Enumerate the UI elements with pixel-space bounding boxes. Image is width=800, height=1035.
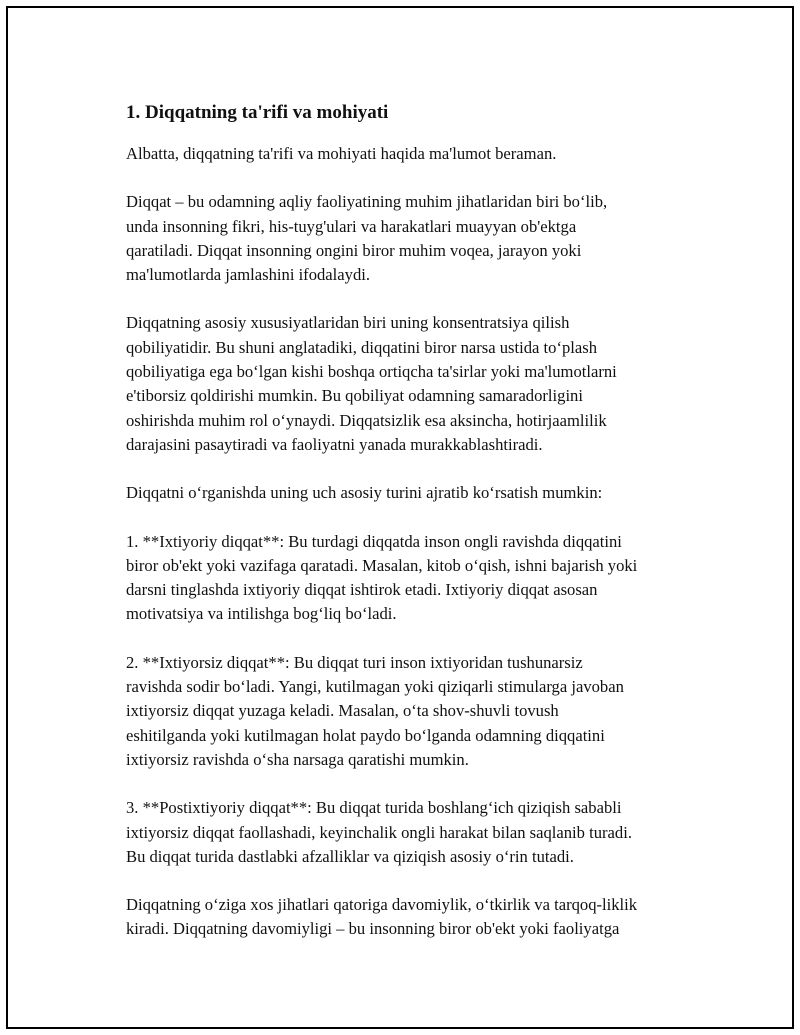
text-line: ixtiyorsiz diqqat faollashadi, keyinchalik ongli harakat bilan saqlanib turadi. <box>126 822 632 842</box>
text-line: qaratiladi. Diqqat insonning ongini biror muhim voqea, jarayon yoki <box>126 240 582 260</box>
paragraph <box>126 190 686 287</box>
text-line: 1. **Ixtiyoriy diqqat**: Bu turdagi diqqatda inson ongli ravishda diqqatini <box>126 531 622 551</box>
text-line: oshirishda muhim rol o‘ynaydi. Diqqatsizlik esa aksincha, hotirjaamlilik <box>126 410 607 430</box>
text-line: ma'lumotlarda jamlashini ifodalaydi. <box>126 265 370 285</box>
text-line: Diqqatning asosiy xususiyatlaridan biri uning konsentratsiya qilish <box>126 313 570 333</box>
text-line: Diqqatning o‘ziga xos jihatlari qatoriga davomiylik, o‘tkirlik va tarqoq-liklik <box>126 895 638 915</box>
text-line: biror ob'ekt yoki vazifaga qaratadi. Masalan, kitob o‘qish, ishni bajarish yoki <box>126 555 638 575</box>
paragraph <box>126 481 686 505</box>
text-line: 2. **Ixtiyorsiz diqqat**: Bu diqqat turi inson ixtiyoridan tushunarsiz <box>126 652 583 672</box>
text-line: ixtiyorsiz ravishda o‘sha narsaga qaratishi mumkin. <box>126 749 469 769</box>
section-heading: 1. Diqqatning ta'rifi va mohiyati <box>126 102 389 123</box>
paragraph <box>126 651 686 772</box>
paragraph-list <box>126 142 686 942</box>
text-line: 3. **Postixtiyoriy diqqat**: Bu diqqat turida boshlang‘ich qiziqish sababli <box>126 798 622 818</box>
text-line: e'tiborsiz qoldirishi mumkin. Bu qobiliyat odamning samaradorligini <box>126 386 583 406</box>
text-line: ixtiyorsiz diqqat yuzaga keladi. Masalan, o‘ta shov-shuvli tovush <box>126 701 559 721</box>
text-line: Diqqatni o‘rganishda uning uch asosiy turini ajratib ko‘rsatish mumkin: <box>126 483 603 503</box>
text-line: Albatta, diqqatning ta'rifi va mohiyati haqida ma'lumot beraman. <box>126 144 557 163</box>
document-page <box>6 6 794 1029</box>
paragraph <box>126 311 686 457</box>
text-line: unda insonning fikri, his-tuyg'ulari va harakatlari muayyan ob'ektga <box>126 216 577 236</box>
paragraph <box>126 530 686 627</box>
text-line: darsni tinglashda ixtiyoriy diqqat ishtirok etadi. Ixtiyoriy diqqat asosan <box>126 580 598 600</box>
text-line: Bu diqqat turida dastlabki afzalliklar va qiziqish asosiy o‘rin tutadi. <box>126 846 574 866</box>
text-line: qobiliyatiga ega bo‘lgan kishi boshqa ortiqcha ta'sirlar yoki ma'lumotlarni <box>126 362 617 382</box>
document-body <box>126 100 686 966</box>
paragraph <box>126 796 686 869</box>
text-line: ravishda sodir bo‘ladi. Yangi, kutilmagan yoki qiziqarli stimularga javoban <box>126 677 624 697</box>
text-line: darajasini pasaytiradi va faoliyatni yanada murakkablashtiradi. <box>126 434 543 454</box>
paragraph <box>126 893 686 942</box>
text-line: qobiliyatidir. Bu shuni anglatadiki, diqqatini biror narsa ustida to‘plash <box>126 337 598 357</box>
text-line: eshitilganda yoki kutilmagan holat paydo bo‘lganda odamning diqqatini <box>126 725 605 745</box>
text-line: kiradi. Diqqatning davomiyligi – bu insonning biror ob'ekt yoki faoliyatga <box>126 919 620 939</box>
text-line: motivatsiya va intilishga bog‘liq bo‘ladi. <box>126 604 397 624</box>
text-line: Diqqat – bu odamning aqliy faoliyatining muhim jihatlaridan biri bo‘lib, <box>126 192 608 212</box>
paragraph <box>126 142 686 166</box>
